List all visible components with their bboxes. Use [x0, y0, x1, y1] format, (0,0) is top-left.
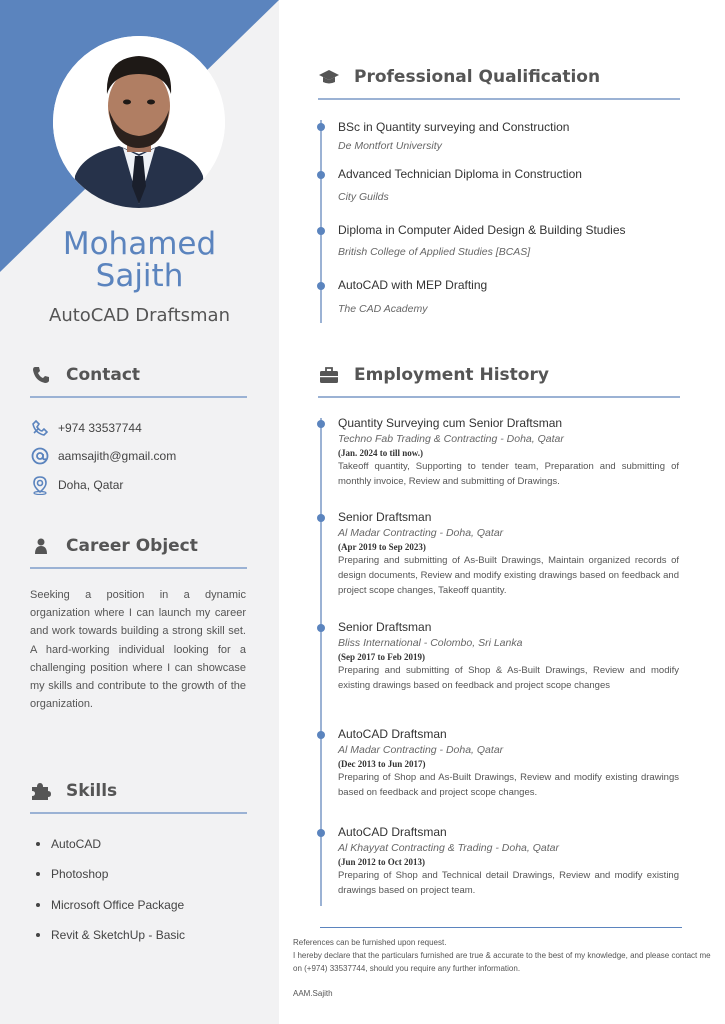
bullet-icon: [36, 903, 40, 907]
skills-title: Skills: [66, 781, 118, 801]
job-dates: (Apr 2019 to Sep 2023): [338, 542, 426, 552]
qualification-item-institution: The CAD Academy: [338, 303, 428, 315]
timeline-dot: [317, 624, 325, 632]
job-title: AutoCAD Draftsman: [49, 305, 230, 326]
job-dates: (Jun 2012 to Oct 2013): [338, 857, 425, 867]
signature: AAM.Sajith: [293, 989, 333, 998]
contact-title: Contact: [66, 365, 141, 385]
profile-photo: [53, 36, 225, 208]
job-dates: (Dec 2013 to Jun 2017): [338, 759, 426, 769]
list-item: Photoshop: [36, 859, 185, 889]
skills-divider: [30, 812, 247, 814]
timeline-dot: [317, 420, 325, 428]
footer: [293, 936, 718, 1000]
employment-title: Employment History: [354, 365, 549, 385]
job-title: AutoCAD Draftsman: [338, 727, 447, 741]
phone-icon: [30, 364, 52, 386]
qualification-item-title: Diploma in Computer Aided Design & Building Studies: [338, 223, 626, 237]
person-icon: [30, 535, 52, 557]
qualification-item-institution: City Guilds: [338, 191, 389, 203]
job-description: Preparing of Shop and Technical detail Drawings, Review and modify existing drawings based on project team.: [338, 870, 679, 896]
job-company: Al Madar Contracting - Doha, Qatar: [338, 744, 504, 756]
qualification-divider: [318, 98, 680, 100]
job-title: Quantity Surveying cum Senior Draftsman: [338, 416, 563, 430]
last-name: Sajith: [95, 258, 184, 294]
job-entry: [338, 727, 679, 800]
list-item: AutoCAD: [36, 829, 185, 859]
timeline-dot: [317, 514, 325, 522]
location-pin-icon: [30, 475, 50, 495]
timeline-dot: [317, 123, 325, 131]
bullet-icon: [36, 872, 40, 876]
timeline-dot: [317, 282, 325, 290]
job-title: Senior Draftsman: [338, 510, 432, 524]
job-company: Bliss International - Colombo, Sri Lanka: [338, 637, 523, 649]
career-heading: [30, 535, 198, 557]
first-name: Mohamed: [62, 226, 217, 262]
skills-heading: [30, 780, 117, 802]
career-divider: [30, 567, 247, 569]
job-entry: [338, 416, 679, 489]
job-entry: [338, 620, 679, 693]
list-item: Revit & SketchUp - Basic: [36, 920, 185, 950]
contact-divider: [30, 396, 247, 398]
candidate-name: [0, 228, 279, 292]
job-entry: [338, 825, 679, 898]
qualification-item-title: AutoCAD with MEP Drafting: [338, 278, 488, 292]
job-description: Preparing and submitting of As-Built Drawings, Maintain organized records of design documents, Review and modify existing drawings based on feedback and project scope changes, Takeoff quantity.: [338, 555, 679, 596]
footer-divider: [320, 927, 682, 928]
phone-number: +974 33537744: [58, 421, 142, 435]
bullet-icon: [36, 842, 40, 846]
career-title: Career Object: [66, 536, 198, 556]
puzzle-icon: [30, 780, 52, 802]
employment-heading: [318, 364, 549, 386]
location-text: Doha, Qatar: [58, 478, 124, 492]
briefcase-icon: [318, 364, 340, 386]
job-company: Al Madar Contracting - Doha, Qatar: [338, 527, 504, 539]
job-dates: (Sep 2017 to Feb 2019): [338, 652, 425, 662]
timeline-dot: [317, 171, 325, 179]
contact-email[interactable]: [30, 446, 176, 466]
contact-location: [30, 475, 123, 495]
employment-divider: [318, 396, 680, 398]
list-item: Microsoft Office Package: [36, 890, 185, 920]
contact-heading: [30, 364, 140, 386]
qualification-item-institution: De Montfort University: [338, 140, 442, 152]
qualification-item-institution: British College of Applied Studies [BCAS]: [338, 246, 531, 258]
job-title: Senior Draftsman: [338, 620, 432, 634]
phone-outline-icon: [30, 418, 50, 438]
timeline-dot: [317, 731, 325, 739]
qualification-timeline: [320, 120, 322, 323]
job-description: Preparing of Shop and As-Built Drawings, Review and modify existing drawings based on feedback and project scope changes.: [338, 772, 679, 798]
job-entry: [338, 510, 679, 598]
job-title: AutoCAD Draftsman: [338, 825, 447, 839]
qualification-heading: [318, 66, 600, 88]
timeline-dot: [317, 829, 325, 837]
graduation-cap-icon: [318, 66, 340, 88]
timeline-dot: [317, 227, 325, 235]
job-description: Takeoff quantity, Supporting to tender team, Preparation and submitting of monthly invoice, Review and submitting of Drawings.: [338, 461, 679, 487]
declaration-text: I hereby declare that the particulars furnished are true & accurate to the best of my knowledge, and please contact me on (+974) 33537744, should you require any further information.: [293, 951, 711, 973]
career-summary: Seeking a position in a dynamic organization where I can launch my career and work towards building a strong skill set. A hard-working individual looking for a challenging position where I can showcase my skills and contribute to the growth of the organization.: [30, 589, 246, 711]
qualification-item-title: BSc in Quantity surveying and Construction: [338, 120, 570, 134]
qualification-title: Professional Qualification: [354, 67, 601, 87]
references-note: References can be furnished upon request.: [293, 938, 447, 947]
bullet-icon: [36, 933, 40, 937]
skills-list: [36, 829, 185, 950]
job-description: Preparing and submitting of Shop & As-Built Drawings, Review and modify existing drawings based on feedback and project scope changes: [338, 665, 679, 691]
job-company: Techno Fab Trading & Contracting - Doha, Qatar: [338, 433, 564, 445]
email-icon: [30, 446, 50, 466]
contact-phone[interactable]: [30, 418, 142, 438]
qualification-item-title: Advanced Technician Diploma in Construction: [338, 167, 582, 181]
job-company: Al Khayyat Contracting & Trading - Doha, Qatar: [338, 842, 559, 854]
email-address: aamsajith@gmail.com: [58, 449, 177, 463]
job-dates: (Jan. 2024 to till now.): [338, 448, 424, 458]
